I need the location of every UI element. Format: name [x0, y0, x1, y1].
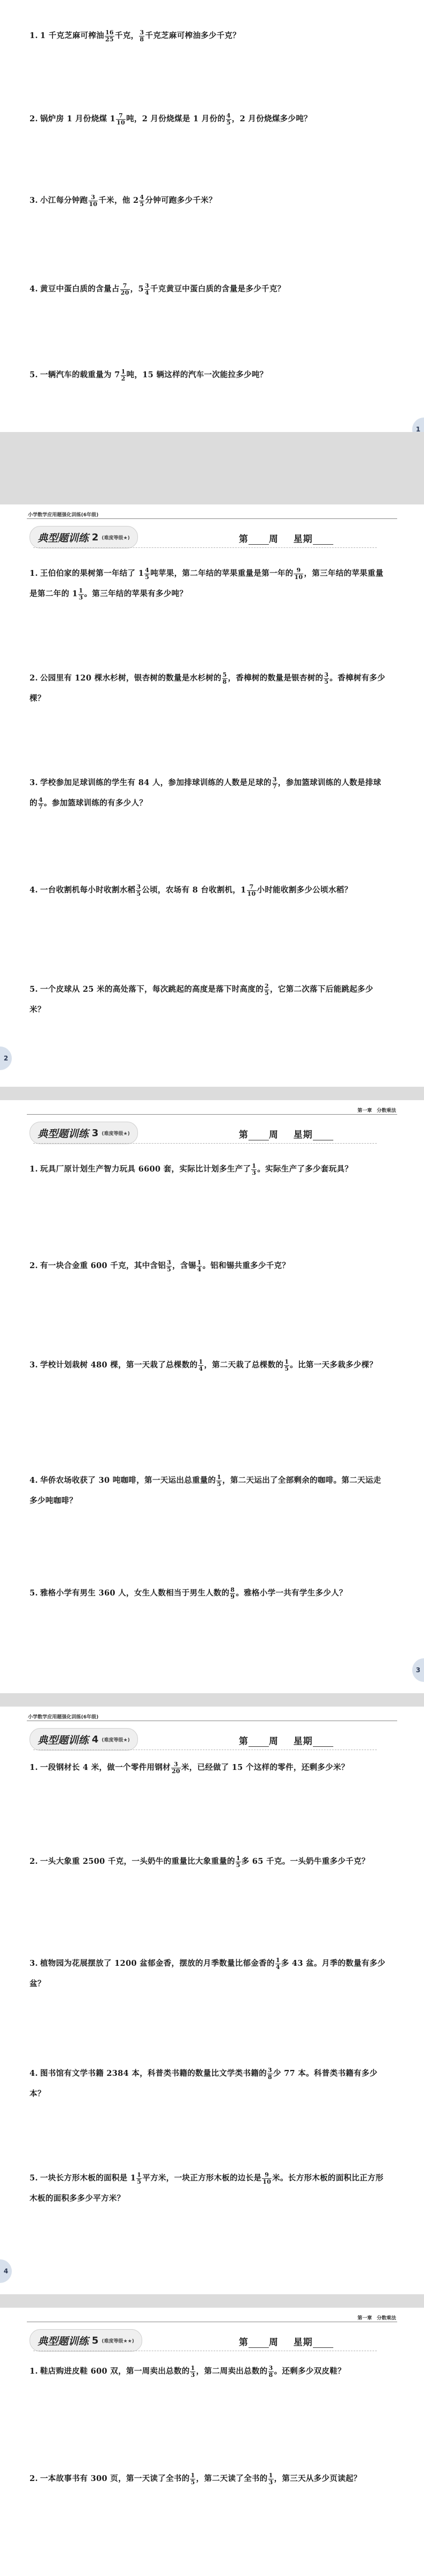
- fraction: $\frac{1}{3}$: [191, 2364, 195, 2379]
- question-1: 1. 1 千克芝麻可榨油 $\frac{16}{25}$ 千克， $\frac{3}{8}$ 千克芝麻可榨油多少千克？: [30, 28, 240, 43]
- workbook-page-3: [0, 1100, 424, 1693]
- difficulty-label: (难度等级★): [101, 1737, 130, 1743]
- fraction: $\frac{3}{5}$: [136, 883, 141, 897]
- fraction: $\frac{3}{5}$: [167, 1258, 171, 1273]
- fraction: $\frac{4}{7}$: [38, 796, 43, 810]
- blank-line[interactable]: [248, 536, 269, 545]
- fraction: $\frac{9}{10}$: [262, 2171, 272, 2185]
- question-3: 3. 植物园为花展摆放了 1200 盆郁金香，摆放的月季数量比郁金香的 $\frac{1}{4}$ 多 43 盆。月季的数量有多少盆？: [30, 1956, 386, 1988]
- fraction: $\frac{1}{4}$: [275, 1956, 280, 1971]
- workbook-page-4: [0, 1707, 424, 2294]
- question-2: 2. 一头大象重 2500 千克，一头奶牛的重量比大象重量的 $\frac{1}{5}$ 多 65 千克。一头奶牛重多少千克？: [30, 1854, 370, 1869]
- badge-title: 典型题训练: [38, 1128, 89, 1140]
- fraction: $\frac{3}{7}$: [272, 775, 277, 790]
- question-1: 1. 王伯伯家的果树第一年结了 1 $\frac{4}{5}$ 吨苹果，第二年结的苹果重量是第一年的 $\frac{9}{10}$ ，第三年结的苹果重量是第二年的 1 $\frac{1}{3}$ 。第三年结的苹果有多少吨？: [30, 566, 384, 601]
- blank-line[interactable]: [248, 1131, 269, 1140]
- page-number: 1: [412, 418, 424, 432]
- fraction: $\frac{8}{9}$: [230, 1586, 235, 1600]
- workbook-page-2: [0, 504, 424, 1087]
- badge-number: 3: [92, 1127, 99, 1139]
- fraction: $\frac{1}{5}$: [191, 2471, 195, 2486]
- week-day-fill-in: 第 周 星期: [239, 2334, 333, 2348]
- fraction: $\frac{4}{5}$: [145, 566, 150, 581]
- difficulty-label: (难度等级★): [101, 535, 130, 541]
- fraction: $\frac{3}{5}$: [324, 671, 329, 685]
- fraction: $\frac{3}{10}$: [89, 193, 98, 208]
- question-5: 5. 一块长方形木板的面积是 1 $\frac{1}{5}$ 平方米，一块正方形木板的边长是 $\frac{9}{10}$ 米。长方形木板的面积比正方形木板的面积多多少平方米？: [30, 2171, 384, 2203]
- question-2: 2. 锅炉房 1 月份烧煤 1 $\frac{7}{10}$ 吨，2 月份烧煤是 1 月份的 $\frac{4}{5}$ ，2 月份烧煤多少吨？: [30, 112, 312, 126]
- workbook-page-5: [0, 2308, 424, 2576]
- fraction: $\frac{1}{5}$: [284, 1358, 289, 1372]
- fraction: $\frac{1}{2}$: [121, 368, 126, 382]
- blank-line[interactable]: [248, 2339, 269, 2348]
- badge-title: 典型题训练: [38, 2335, 89, 2347]
- badge-title: 典型题训练: [38, 1734, 89, 1746]
- blank-line[interactable]: [248, 1738, 269, 1747]
- blank-line[interactable]: [313, 1738, 333, 1747]
- question-1: 1. 一段钢材长 4 米，做一个零件用钢材 $\frac{3}{20}$ 米，已经做了 15 个这样的零件，还剩多少米？: [30, 1760, 349, 1775]
- section-badge: [30, 2329, 142, 2352]
- question-2: 2. 有一块合金重 600 千克，其中含铝 $\frac{3}{5}$ ，含锡 $\frac{1}{4}$ 。铝和锡共重多少千克？: [30, 1258, 290, 1273]
- fraction: $\frac{4}{5}$: [226, 112, 231, 126]
- question-2: 2. 公园里有 120 棵水杉树，银杏树的数量是水杉树的 $\frac{5}{8}$ ，香樟树的数量是银杏树的 $\frac{3}{5}$ 。香樟树有多少棵？: [30, 671, 385, 703]
- question-4: 4. 一台收割机每小时收割水稻 $\frac{3}{5}$ 公顷，农场有 8 台收割机，1 $\frac{7}{10}$ 小时能收割多少公顷水稻？: [30, 883, 353, 897]
- fraction: $\frac{7}{10}$: [247, 883, 256, 897]
- question-5: 5. 一辆汽车的载重量为 7 $\frac{1}{2}$ 吨，15 辆这样的汽车一次能拉多少吨？: [30, 368, 268, 382]
- badge-number: 5: [92, 2334, 99, 2346]
- fraction: $\frac{5}{8}$: [222, 671, 227, 685]
- header-rule: [27, 1114, 397, 1115]
- badge-number: 2: [92, 531, 99, 543]
- question-3: 3. 学校计划栽树 480 棵，第一天栽了总棵数的 $\frac{1}{4}$ ，第二天栽了总棵数的 $\frac{1}{5}$ 。比第一天多栽多少棵？: [30, 1358, 377, 1372]
- running-header: 第一章 分数乘法: [357, 2316, 396, 2321]
- question-1: 1. 鞋店购进皮鞋 600 双，第一周卖出总数的 $\frac{1}{3}$ ，第二周卖出总数的 $\frac{3}{8}$ 。还剩多少双皮鞋？: [30, 2364, 346, 2379]
- fraction: $\frac{1}{5}$: [217, 1473, 222, 1488]
- fraction: $\frac{4}{5}$: [140, 193, 144, 208]
- divider: [33, 1143, 377, 1144]
- question-4: 4. 图书馆有文学书籍 2384 本，科普类书籍的数量比文学类书籍的 $\frac{3}{8}$ 少 77 本。科普类书籍有多少本？: [30, 2066, 378, 2098]
- week-day-fill-in: 第 周 星期: [239, 1127, 333, 1140]
- fraction: $\frac{3}{8}$: [268, 2066, 272, 2081]
- fraction: $\frac{1}{3}$: [252, 1162, 257, 1176]
- section-badge: [30, 526, 138, 548]
- question-3: 3. 小江每分钟跑 $\frac{3}{10}$ 千米，他 2 $\frac{4}{5}$ 分钟可跑多少千米？: [30, 193, 217, 208]
- blank-line[interactable]: [313, 1131, 333, 1140]
- workbook-page-1: [0, 0, 424, 432]
- question-5: 5. 一个皮球从 25 米的高处落下，每次跳起的高度是落下时高度的 $\frac{2}{5}$ ，它第二次落下后能跳起多少米？: [30, 982, 374, 1014]
- week-day-fill-in: 第 周 星期: [239, 531, 333, 545]
- fraction: $\frac{3}{8}$: [268, 2364, 273, 2379]
- fraction: $\frac{16}{25}$: [105, 28, 114, 43]
- running-header: 第一章 分数乘法: [357, 1108, 396, 1114]
- blank-line[interactable]: [313, 536, 333, 545]
- question-1: 1. 玩具厂原计划生产智力玩具 6600 套，实际比计划多生产了 $\frac{1}{3}$ 。实际生产了多少套玩具？: [30, 1162, 353, 1176]
- running-header: 小学数学应用题强化训练(6年级): [28, 513, 99, 518]
- badge-number: 4: [92, 1733, 99, 1745]
- page-number: 3: [412, 1658, 424, 1682]
- question-4: 4. 黄豆中蛋白质的含量占 $\frac{7}{20}$ ，5 $\frac{3}{4}$ 千克黄豆中蛋白质的含量是多少千克？: [30, 282, 286, 296]
- fraction: $\frac{7}{20}$: [120, 282, 129, 296]
- fraction: $\frac{3}{20}$: [171, 1760, 180, 1775]
- fraction: $\frac{1}{4}$: [197, 1258, 202, 1273]
- question-5: 5. 雅格小学有男生 360 人，女生人数相当于男生人数的 $\frac{8}{9}$ 。雅格小学一共有学生多少人？: [30, 1586, 347, 1600]
- fraction: $\frac{9}{10}$: [294, 566, 303, 581]
- divider: [33, 547, 377, 548]
- fraction: $\frac{3}{4}$: [144, 282, 149, 296]
- fraction: $\frac{1}{5}$: [137, 2171, 142, 2185]
- blank-line[interactable]: [313, 2339, 333, 2348]
- fraction: $\frac{3}{8}$: [140, 28, 144, 43]
- section-badge: [30, 1122, 138, 1144]
- section-badge: [30, 1728, 138, 1751]
- question-4: 4. 华侨农场收获了 30 吨咖啡，第一天运出总重量的 $\frac{1}{5}$ ，第二天运出了全部剩余的咖啡。第二天运走多少吨咖啡？: [30, 1473, 382, 1505]
- header-rule: [27, 518, 397, 519]
- page-number: 2: [0, 1046, 12, 1070]
- fraction: $\frac{1}{3}$: [268, 2471, 273, 2486]
- difficulty-label: (难度等级★★): [101, 2338, 134, 2344]
- fraction: $\frac{1}{5}$: [236, 1854, 240, 1869]
- fraction: $\frac{1}{4}$: [199, 1358, 203, 1372]
- fraction: $\frac{1}{3}$: [78, 587, 83, 601]
- badge-title: 典型题训练: [38, 532, 89, 544]
- question-3: 3. 学校参加足球训练的学生有 84 人，参加排球训练的人数是足球的 $\frac{3}{7}$ ，参加篮球训练的人数是排球的 $\frac{4}{7}$ 。参加篮球训练的有多少人？: [30, 775, 382, 810]
- running-header: 小学数学应用题强化训练(6年级): [28, 1715, 99, 1720]
- question-2: 2. 一本故事书有 300 页，第一天读了全书的 $\frac{1}{5}$ ，第二天读了全书的 $\frac{1}{3}$ ，第三天从多少页读起？: [30, 2471, 362, 2486]
- fraction: $\frac{7}{10}$: [116, 112, 126, 126]
- fraction: $\frac{2}{5}$: [265, 982, 269, 997]
- page-number: 4: [0, 2259, 12, 2283]
- difficulty-label: (难度等级★): [101, 1131, 130, 1137]
- week-day-fill-in: 第 周 星期: [239, 1733, 333, 1747]
